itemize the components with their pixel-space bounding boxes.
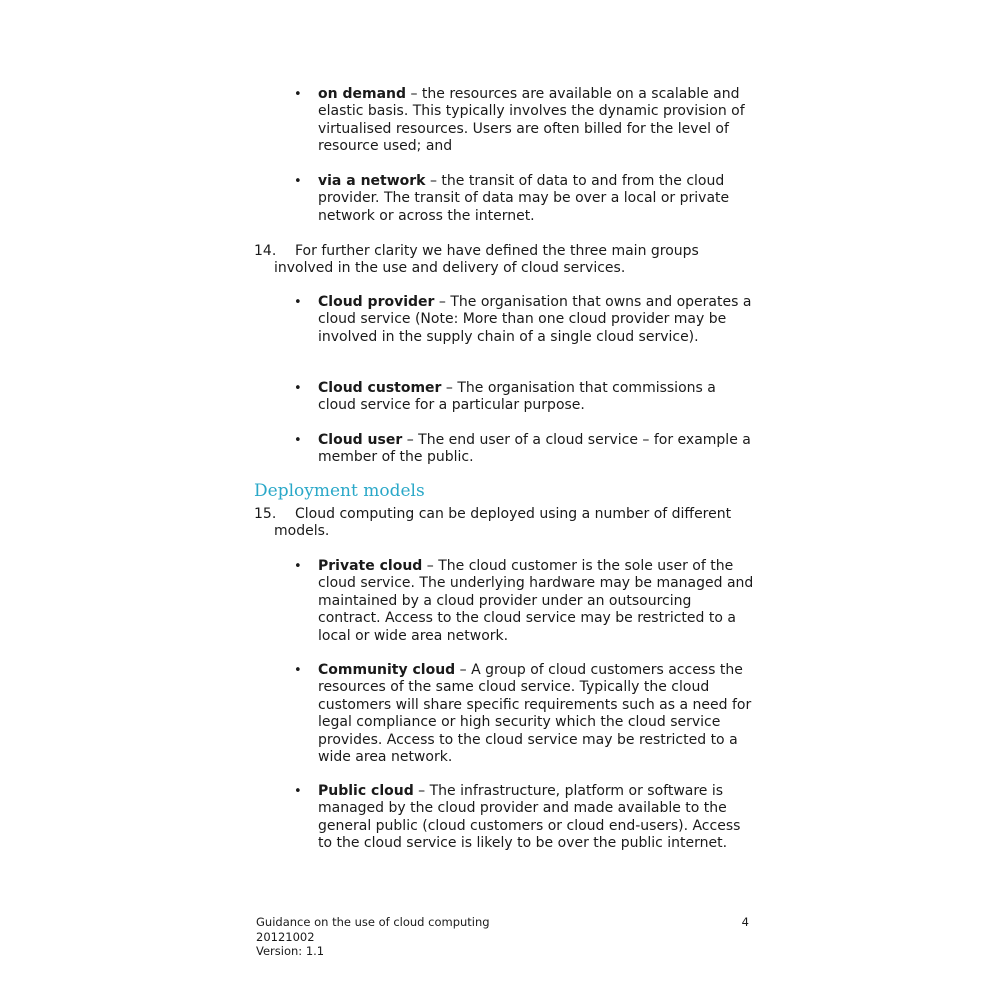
bullet-text: – The end user of a cloud service – for example a member of the public.	[318, 432, 751, 466]
bullet-term: Cloud customer	[318, 380, 442, 396]
bullet-term: via a network	[318, 173, 426, 189]
paragraph-15	[256, 506, 756, 541]
footer-code: 20121002	[256, 929, 315, 944]
bullet-public-cloud	[294, 783, 758, 853]
bullet-term: Private cloud	[318, 558, 423, 574]
bullet-icon: •	[294, 87, 302, 102]
bullet-on-demand	[294, 86, 758, 156]
bullet-text: – A group of cloud customers access the resources of the same cloud service. Typically the cloud customers will share specific requirements such as a need for legal compliance or high security which the cloud service provides. Access to the cloud service may be restricted to a wide area network.	[318, 662, 752, 766]
bullet-icon: •	[294, 784, 302, 799]
bullet-term: on demand	[318, 86, 406, 102]
bullet-term: Cloud provider	[318, 294, 435, 310]
page-number: 4	[741, 915, 749, 929]
paragraph-14	[256, 243, 756, 278]
paragraph-line: involved in the use and delivery of cloud services.	[274, 260, 626, 277]
bullet-icon: •	[294, 174, 302, 189]
paragraph-number: 14.	[254, 243, 277, 259]
bullet-private-cloud	[294, 558, 758, 645]
bullet-icon: •	[294, 381, 302, 396]
bullet-term: Public cloud	[318, 783, 414, 799]
bullet-text: – the transit of data to and from the cloud provider. The transit of data may be over a local or private network or across the internet.	[318, 173, 730, 224]
bullet-cloud-user	[294, 432, 758, 467]
footer-title: Guidance on the use of cloud computing	[256, 915, 490, 929]
bullet-text: – The organisation that owns and operates a cloud service (Note: More than one cloud provider may be involved in the supply chain of a single cloud service).	[318, 294, 752, 345]
bullet-icon: •	[294, 559, 302, 574]
paragraph-line: Cloud computing can be deployed using a number of different	[295, 506, 732, 522]
bullet-icon: •	[294, 295, 302, 310]
bullet-icon: •	[294, 433, 302, 448]
paragraph-number: 15.	[254, 506, 277, 522]
bullet-text: – The organisation that commissions a cloud service for a particular purpose.	[318, 380, 716, 414]
paragraph-line: models.	[274, 523, 330, 540]
bullet-text: – The infrastructure, platform or software is managed by the cloud provider and made available to the general public (cloud customers or cloud end-users). Access to the cloud service is likely to be over the public internet.	[318, 783, 741, 852]
bullet-icon: •	[294, 663, 302, 678]
bullet-text: – The cloud customer is the sole user of the cloud service. The underlying hardware may be managed and maintained by a cloud provider under an outsourcing contract. Access to the cloud service may be restricted to a local or wide area network.	[318, 558, 754, 644]
bullet-via-network	[294, 173, 758, 225]
paragraph-line: For further clarity we have defined the three main groups	[295, 243, 699, 259]
page-footer	[256, 915, 756, 959]
bullet-term: Cloud user	[318, 432, 403, 448]
section-heading: Deployment models	[254, 481, 425, 501]
bullet-community-cloud	[294, 662, 758, 766]
bullet-cloud-customer	[294, 380, 758, 415]
bullet-cloud-provider	[294, 294, 758, 346]
bullet-text: – the resources are available on a scalable and elastic basis. This typically involves the dynamic provision of virtualised resources. Users are often billed for the level of resource used; and	[318, 86, 745, 155]
footer-version: Version: 1.1	[256, 944, 325, 958]
bullet-term: Community cloud	[318, 662, 456, 678]
